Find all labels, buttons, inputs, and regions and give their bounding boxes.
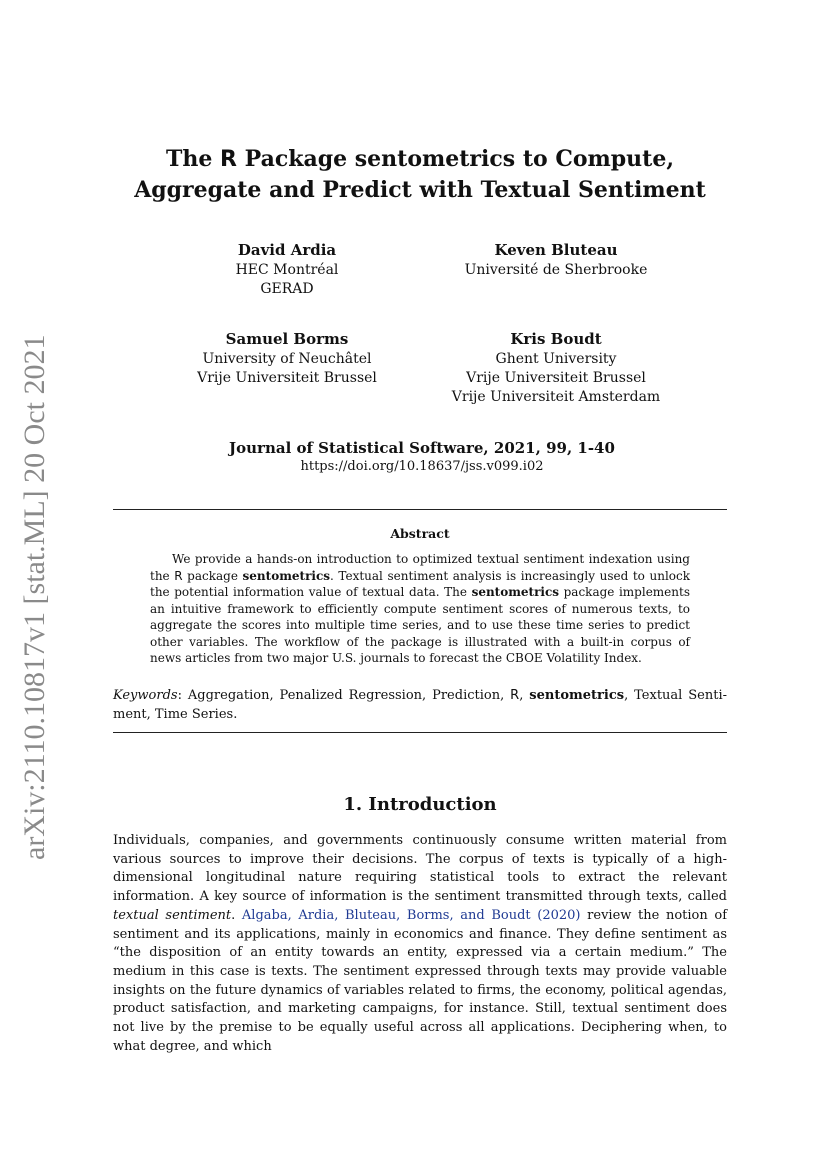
keywords: Keywords: Aggregation, Penalized Regression, Prediction, R, sentometrics, Textual Senti-ment, Time Series. [113,688,727,722]
introduction-paragraph: Individuals, companies, and governments continuously consume written material from various sources to improve their decisions. The corpus of texts is typically of a high-dimensional longitudinal nature requiring statistical tools to extract the relevant information. A key source of information is the sentiment transmitted through texts, called textual sentiment. Algaba, Ardia, Bluteau, Borms, and Boudt (2020) review the notion of sentiment and its applications, mainly in economics and finance. They define sentiment as “the disposition of an entity towards an entity, expressed via a certain medium.” The medium in this case is texts. The sentiment expressed through texts may provide valuable insights on the future dynamics of variables related to firms, the economy, political agendas, product satisfaction, and marketing campaigns, for instance. Still, textual sentiment does not live by the premise to be equally useful across all applications. Deciphering when, to what degree, and which [113,833,728,1054]
bottom-rule [113,732,727,733]
journal-info [0,438,828,476]
citation-link[interactable]: Algaba, Ardia, Bluteau, Borms, and Boudt (2020) [241,907,581,923]
abstract-heading: Abstract [390,526,450,541]
section-heading-introduction: 1. Introduction [343,794,497,815]
arxiv-identifier: arXiv:2110.10817v1 [stat.ML] 20 Oct 2021 [18,334,51,860]
paper-title: The R Package sentometrics to Compute, Aggregate and Predict with Textual Sentiment [134,146,706,203]
author-borms: Samuel Borms University of Neuchâtel Vrije Universiteit Brussel [197,330,377,386]
top-rule [113,509,727,510]
journal-name: Journal of Statistical Software, 2021, 99, 1-40 [229,439,615,457]
author-boudt: Kris Boudt Ghent University Vrije Universiteit Brussel Vrije Universiteit Amsterdam [451,330,661,405]
doi-link[interactable]: https://doi.org/10.18637/jss.v099.i02 [300,459,544,474]
abstract-text: We provide a hands-on introduction to optimized textual sentiment indexation using the R package sentometrics. Textual sentiment analysis is increasingly used to unlock the potential information value of textual data. The sentometrics package implements an intuitive framework to efficiently compute sentiment scores of numerous texts, to aggregate the scores into multiple time series, and to use these time series to predict other variables. The workflow of the package is illustrated with a built-in corpus of news articles from two major U.S. journals to forecast the CBOE Volatility Index. [150,552,690,665]
author-bluteau: Keven Bluteau Université de Sherbrooke [464,241,648,278]
author-ardia: David Ardia HEC Montréal GERAD [235,241,339,297]
